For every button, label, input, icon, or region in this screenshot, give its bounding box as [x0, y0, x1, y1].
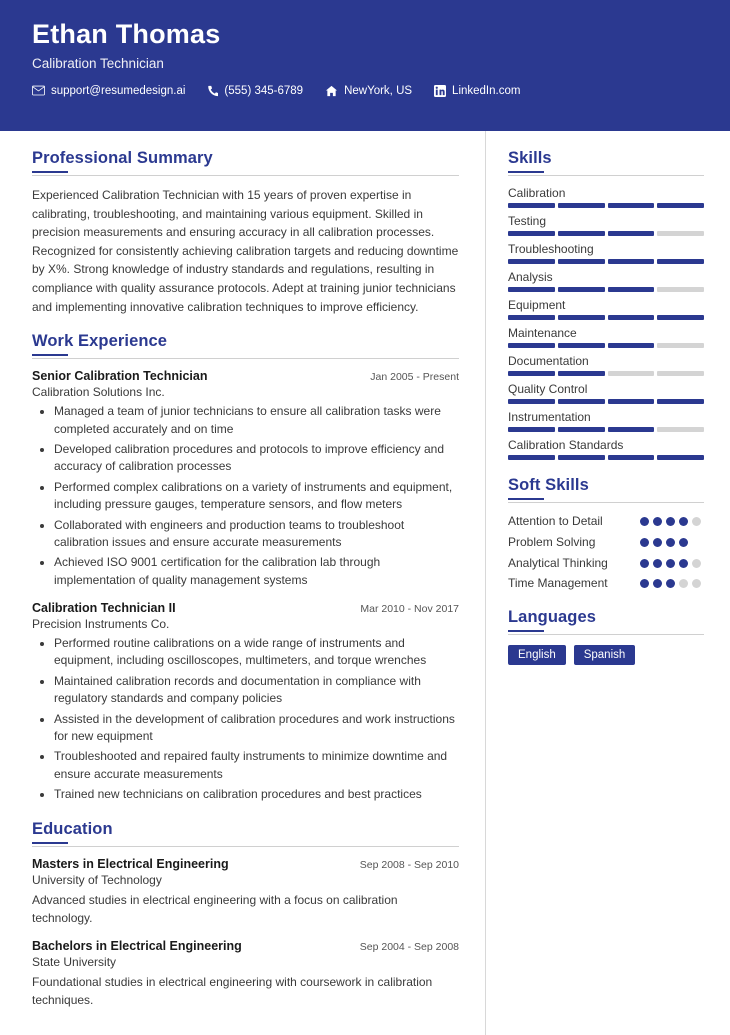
section-accent-rule [32, 171, 68, 173]
contact-email-text: support@resumedesign.ai [51, 84, 186, 97]
skill-level-bar [508, 455, 704, 460]
education-item-head [32, 939, 459, 953]
list-item: • Performed complex calibrations on a variety of instruments and equipment, including pressure gauges, temperature sensors, and flow meters [54, 479, 459, 514]
experience-company: Precision Instruments Co. [32, 617, 170, 632]
list-item: • Trained new technicians on calibration procedures and best practices [54, 786, 459, 803]
experience-item-head [32, 601, 459, 615]
section-divider [32, 358, 459, 359]
skill-label: Equipment [508, 298, 566, 312]
section-divider [32, 175, 459, 176]
list-item: • Maintained calibration records and documentation in compliance with regulatory standards and company policies [54, 673, 459, 708]
experience-item [32, 369, 459, 589]
skill-level-bar [508, 399, 704, 404]
section-accent-rule [32, 842, 68, 844]
education-school: State University [32, 954, 117, 969]
skill-item [508, 242, 704, 264]
section-divider [508, 175, 704, 176]
list-item: • Troubleshooted and repaired faulty instruments to minimize downtime and ensure accurate measurements [54, 748, 459, 783]
language-chip-spanish[interactable]: Spanish [574, 645, 636, 665]
summary-heading: Professional Summary [32, 149, 213, 167]
section-soft-skills [508, 476, 704, 592]
skill-label: Quality Control [508, 382, 588, 396]
skill-label: Testing [508, 214, 547, 228]
education-item [32, 939, 459, 1009]
list-item: • Achieved ISO 9001 certification for the calibration lab through implementation of quality management systems [54, 554, 459, 589]
experience-bullets [32, 635, 459, 804]
experience-dates: Jan 2005 - Present [370, 371, 459, 384]
section-accent-rule [508, 171, 544, 173]
linkedin-icon [434, 85, 446, 97]
section-languages [508, 608, 704, 665]
contact-row [32, 85, 698, 97]
list-item: • Performed routine calibrations on a wide range of instruments and equipment, including oscilloscopes, multimeters, and torque wrenches [54, 635, 459, 670]
skill-item [508, 214, 704, 236]
skill-item [508, 186, 704, 208]
skill-item [508, 326, 704, 348]
list-item: • Managed a team of junior technicians to ensure all calibration tasks were completed accurately and on time [54, 403, 459, 438]
languages-heading: Languages [508, 608, 597, 627]
skill-item [508, 438, 704, 460]
skill-label: Analysis [508, 270, 553, 284]
section-divider [508, 502, 704, 503]
education-dates: Sep 2004 - Sep 2008 [359, 940, 459, 953]
skill-item [508, 298, 704, 320]
soft-skill-rating [640, 555, 704, 568]
language-chips [508, 645, 704, 665]
section-accent-rule [508, 498, 544, 500]
contact-email[interactable] [32, 85, 185, 97]
list-item: • Developed calibration procedures and protocols to improve efficiency and accuracy of calibration processes [54, 441, 459, 476]
language-chip-english[interactable]: English [508, 645, 566, 665]
skill-label: Maintenance [508, 326, 577, 340]
skill-level-bar [508, 371, 704, 376]
skill-level-bar [508, 231, 704, 236]
education-degree: Bachelors in Electrical Engineering [32, 938, 242, 953]
list-item: • Assisted in the development of calibration procedures and work instructions for new equipment [54, 711, 459, 746]
skill-level-bar [508, 203, 704, 208]
soft-skill-rating [640, 513, 704, 526]
section-skills [508, 149, 704, 460]
list-item: • Collaborated with engineers and production teams to troubleshoot calibration issues and ensure accurate measurements [54, 517, 459, 552]
summary-text: Experienced Calibration Technician with 15 years of proven expertise in calibrating, troubleshooting, and maintaining various equipment. Skilled in precision measurements and ensuring accuracy in all calibration processes. Recognized for consistently achieving calibration targets and reducing downtime by X%. Strong knowledge of industry standards and regulations, resulting in compliance with quality assurance protocols. Adept at training junior technicians and implementing innovative calibration techniques to improve efficiency. [32, 188, 459, 314]
section-professional-summary [32, 149, 459, 316]
education-item-head [32, 857, 459, 871]
section-accent-rule [508, 630, 544, 632]
soft-skill-label: Problem Solving [508, 534, 596, 549]
section-divider [508, 634, 704, 635]
contact-location-text: NewYork, US [344, 84, 413, 97]
education-description: Foundational studies in electrical engineering with coursework in calibration techniques. [32, 974, 433, 1007]
skill-label: Calibration [508, 186, 566, 200]
contact-linkedin[interactable] [434, 85, 520, 97]
skill-item [508, 354, 704, 376]
section-divider [32, 846, 459, 847]
soft-skill-item [508, 575, 704, 592]
soft-skill-label: Analytical Thinking [508, 555, 608, 570]
skill-label: Calibration Standards [508, 438, 624, 452]
phone-icon [207, 85, 218, 97]
education-dates: Sep 2008 - Sep 2010 [359, 858, 459, 871]
experience-role: Senior Calibration Technician [32, 369, 208, 384]
skill-label: Documentation [508, 354, 589, 368]
experience-item [32, 601, 459, 804]
skill-level-bar [508, 287, 704, 292]
experience-company: Calibration Solutions Inc. [32, 385, 165, 400]
education-degree: Masters in Electrical Engineering [32, 856, 229, 871]
skills-heading: Skills [508, 149, 552, 167]
resume-body [0, 131, 730, 1035]
skill-item [508, 382, 704, 404]
contact-linkedin-text: LinkedIn.com [452, 84, 521, 97]
main-column [0, 131, 486, 1035]
envelope-icon [32, 85, 45, 96]
soft-skill-rating [640, 534, 704, 547]
skill-level-bar [508, 315, 704, 320]
soft-skill-label: Time Management [508, 576, 608, 591]
section-work-experience [32, 332, 459, 803]
section-education [32, 820, 459, 1009]
skill-label: Instrumentation [508, 410, 591, 424]
sidebar-column [486, 131, 730, 1035]
soft-skills-heading: Soft Skills [508, 476, 589, 494]
education-school: University of Technology [32, 872, 162, 887]
soft-skill-rating [640, 575, 704, 588]
resume-header [0, 0, 730, 131]
soft-skill-item [508, 534, 704, 551]
education-description: Advanced studies in electrical engineering with a focus on calibration technology. [32, 892, 398, 925]
education-item [32, 857, 459, 927]
section-accent-rule [32, 354, 68, 356]
skill-level-bar [508, 427, 704, 432]
skill-item [508, 410, 704, 432]
education-heading: Education [32, 819, 113, 838]
contact-phone-text: (555) 345-6789 [224, 84, 304, 97]
skill-level-bar [508, 343, 704, 348]
soft-skill-item [508, 555, 704, 572]
soft-skill-item [508, 513, 704, 530]
skill-label: Troubleshooting [508, 242, 594, 256]
soft-skill-label: Attention to Detail [508, 514, 603, 528]
contact-location[interactable] [325, 85, 412, 97]
experience-bullets [32, 403, 459, 589]
header-job-title: Calibration Technician [32, 55, 164, 71]
experience-item-head [32, 369, 459, 383]
experience-heading: Work Experience [32, 332, 168, 351]
experience-role: Calibration Technician II [32, 601, 176, 616]
skill-item [508, 270, 704, 292]
contact-phone[interactable] [207, 85, 303, 97]
skill-level-bar [508, 259, 704, 264]
experience-dates: Mar 2010 - Nov 2017 [360, 603, 459, 616]
home-icon [325, 85, 338, 97]
page-title: Ethan Thomas [32, 19, 221, 49]
